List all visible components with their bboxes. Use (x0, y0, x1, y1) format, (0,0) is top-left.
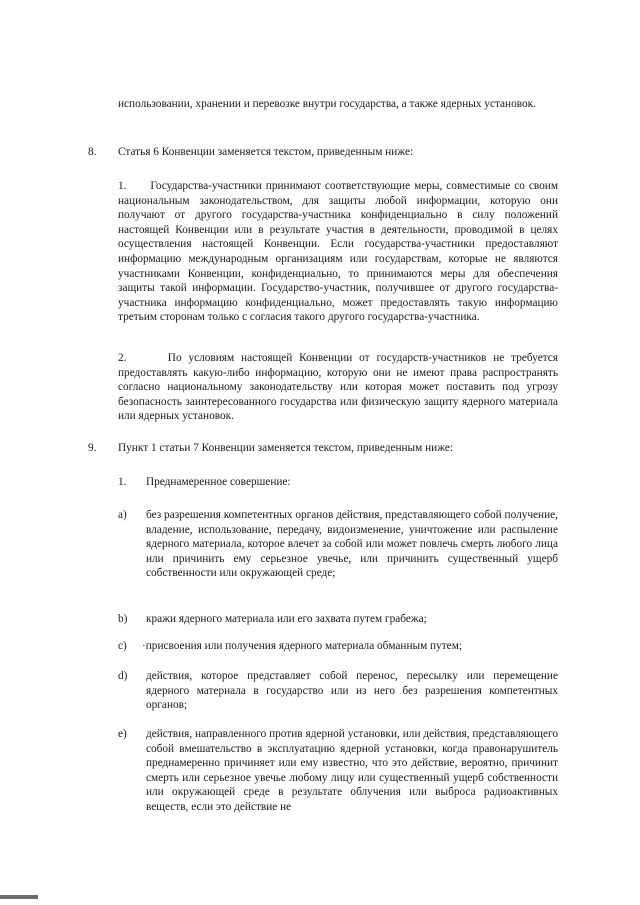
subitem-d-text: действия, которое представляет собой перенос, пересылку или перемещение ядерного материала в государство или из него без разрешения компетентных органов; (146, 670, 558, 712)
subitem-c-letter: c) (118, 640, 127, 652)
subitem-b-letter: b) (118, 613, 128, 625)
scan-edge-mark (0, 895, 38, 899)
section-8-paragraph-1 (118, 179, 558, 325)
paragraph-2-number: 2. (118, 352, 127, 364)
subitem-a-letter: a) (118, 509, 127, 521)
subitem-e-text: действия, направленного против ядерной установки, или действия, представляющего собой вмешательство в эксплуатацию ядерной установки, когда правонарушитель преднамеренно причиняет или ему известно, что это действие, вероятно, причинит смерть или серьезное увечье любому лицу или существенный ущерб собственности или окружающей среде в результате облучения или выброса радиоактивных веществ, если это действие не (146, 728, 558, 813)
subitem-a-text: без разрешения компетентных органов действия, представляющего собой получение, владение, использование, передачу, видоизменение, уничтожение или распыление ядерного материала, которое влечет за собой или может повлечь смерть любого лица или причинить ему серьезное увечье, или причинить существенный ущерб собственности или окружающей среде; (146, 509, 558, 580)
section-9-heading: Пункт 1 статьи 7 Конвенции заменяется текстом, приведенным ниже: (118, 442, 454, 454)
intro-continuation-text: использовании, хранении и перевозке внутри государства, а также ядерных установок. (118, 98, 536, 110)
subitem-b-text: кражи ядерного материала или его захвата путем грабежа; (146, 613, 427, 625)
subitem-c-text: ·присвоения или получения ядерного материала обманным путем; (142, 640, 462, 652)
item-1-text: Преднамеренное совершение: (146, 476, 291, 488)
paragraph-2-text: По условиям настоящей Конвенции от государств-участников не требуется предоставлять какую-либо информацию, которую они не имеют права распространять согласно национальному законодательству или которая может поставить под угрозу безопасность заинтересованного государства или физическую защиту ядерного материала или ядерных установок. (118, 352, 558, 423)
section-8-heading: Статья 6 Конвенции заменяется текстом, приведенным ниже: (118, 146, 414, 158)
section-8-number: 8. (88, 146, 97, 158)
section-8-paragraph-2 (118, 351, 558, 424)
subitem-d-letter: d) (118, 670, 128, 682)
item-1-number: 1. (118, 476, 127, 488)
paragraph-1-text: Государства-участники принимают соответствующие меры, совместимые со своим национальным законодательством, для защиты любой информации, которую они получают от другого государства-участника конфиденциально в силу положений настоящей Конвенции или в результате участия в деятельности, проводимой в целях осуществления настоящей Конвенции. Если государства-участники предоставляют информацию международным организациям или государствам, которые не являются участниками Конвенции, конфиденциально, то принимаются меры для обеспечения защиты такой информации. Государство-участник, получившее от другого государства-участника информацию конфиденциально, может предоставлять такую информацию третьим сторонам только с согласия такого другого государства-участника. (118, 180, 558, 324)
subitem-e-letter: e) (118, 728, 127, 740)
section-9-number: 9. (88, 442, 97, 454)
paragraph-1-number: 1. (118, 180, 127, 192)
